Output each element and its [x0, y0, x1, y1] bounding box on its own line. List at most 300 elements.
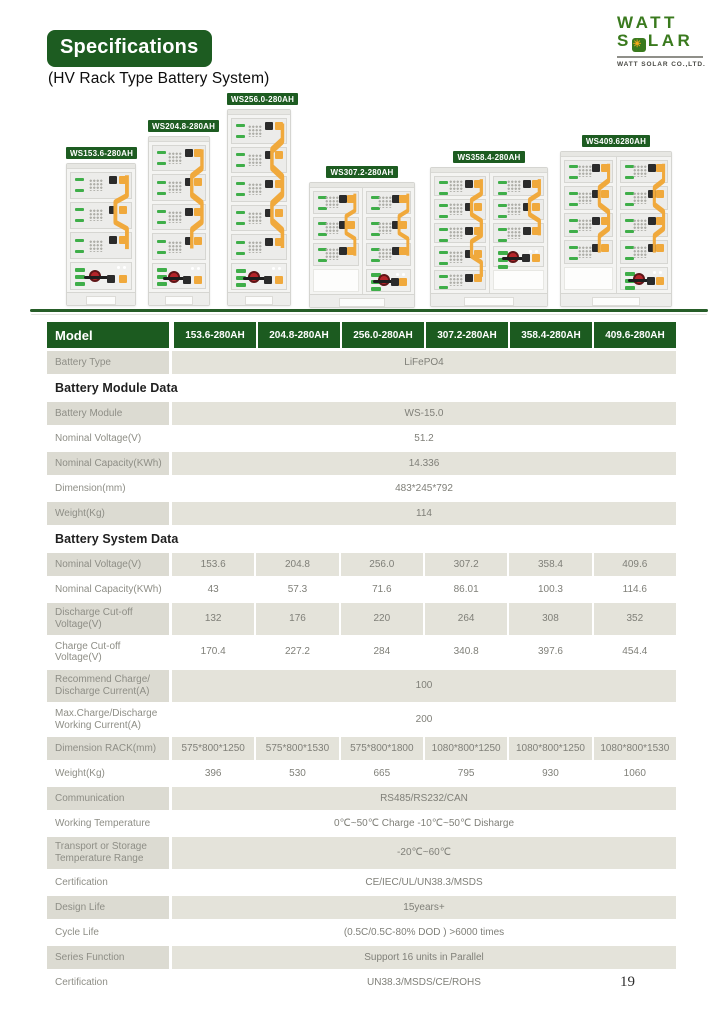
control-unit	[70, 262, 132, 289]
emergency-switch	[378, 274, 390, 286]
connector-orange	[119, 236, 127, 244]
ground-line	[30, 309, 708, 312]
row-value: RS485/RS232/CAN	[172, 787, 676, 810]
row-values	[172, 896, 676, 919]
table-row	[47, 477, 676, 500]
row-values	[172, 704, 676, 736]
table-row	[47, 737, 676, 760]
battery-module	[152, 204, 206, 231]
rack-columns	[431, 173, 547, 293]
row-value: 483*245*792	[395, 482, 453, 494]
row-value-cell: 665	[339, 762, 423, 785]
connector-black	[109, 176, 117, 184]
row-value: (0.5C/0.5C-80% DOD ) >6000 times	[343, 926, 505, 938]
rack-columns	[228, 115, 290, 292]
battery-module	[313, 217, 359, 240]
emergency-switch	[168, 271, 180, 283]
empty-bay	[313, 269, 359, 292]
connector-black	[339, 195, 347, 203]
row-value-cell: 396	[204, 767, 222, 779]
row-value-cell: 1080*800*1250	[423, 737, 507, 760]
row-value-cell: 220	[339, 603, 423, 635]
row-values	[172, 553, 676, 576]
connector-orange	[399, 195, 407, 203]
row-value-cell: 132	[172, 603, 254, 635]
rack-base-skirt	[228, 292, 290, 305]
row-value-cell: 284	[339, 637, 423, 669]
connector-black	[592, 244, 600, 252]
row-values	[172, 670, 676, 702]
row-value: 15years+	[172, 896, 676, 919]
row-value-cell: 256.0	[339, 553, 423, 576]
connector-orange	[601, 244, 609, 252]
battery-module	[620, 160, 669, 184]
product-figure	[227, 93, 295, 306]
connector-black	[392, 221, 400, 229]
row-label: Nominal Voltage(V)	[55, 432, 142, 444]
battery-module	[231, 234, 287, 260]
battery-rack-image	[148, 136, 210, 306]
battery-module	[313, 191, 359, 214]
connector-black	[339, 247, 347, 255]
row-value: UN38.3/MSDS/CE/ROHS	[367, 976, 481, 988]
connector-black	[523, 203, 531, 211]
connector-orange	[474, 274, 482, 282]
battery-module	[434, 199, 486, 220]
row-values	[172, 921, 676, 944]
row-value-cell: 100.3	[507, 578, 591, 601]
row-value-cell: 153.6	[172, 553, 254, 576]
control-unit	[620, 267, 669, 291]
connector-black	[107, 275, 115, 283]
page-subtitle: (HV Rack Type Battery System)	[48, 70, 270, 87]
connector-orange	[275, 151, 283, 159]
logo-text-solar	[617, 32, 707, 52]
logo-solar-s: S	[617, 31, 632, 50]
control-unit	[231, 263, 287, 289]
connector-black	[522, 254, 530, 262]
rack-column	[228, 115, 290, 292]
table-row	[47, 670, 676, 702]
model-header: Model	[47, 322, 169, 348]
row-value-cell: 43	[207, 583, 219, 595]
spec-table	[47, 322, 676, 996]
row-value-cell: 176	[254, 603, 338, 635]
row-values	[172, 837, 676, 869]
connector-orange	[275, 276, 283, 284]
table-row	[47, 427, 676, 450]
connector-orange	[601, 164, 609, 172]
row-label: Battery Module	[47, 402, 169, 425]
rack-base-skirt	[310, 294, 414, 307]
row-value-cell: 409.6	[592, 553, 676, 576]
connector-orange	[275, 180, 283, 188]
control-unit	[366, 269, 412, 292]
empty-bay	[564, 267, 613, 291]
emergency-switch	[248, 271, 260, 283]
product-figure	[148, 120, 216, 306]
connector-orange	[194, 178, 202, 186]
connector-orange	[275, 209, 283, 217]
connector-black	[265, 122, 273, 130]
table-row	[47, 452, 676, 475]
battery-module	[231, 205, 287, 231]
product-label: WS204.8-280AH	[148, 120, 219, 132]
product-figure	[430, 151, 548, 307]
table-row	[47, 871, 676, 894]
column-header: 307.2-280AH	[424, 322, 508, 348]
battery-module	[620, 240, 669, 264]
row-value-cell: 530	[254, 762, 338, 785]
row-values	[172, 637, 676, 669]
section-title: Battery System Data	[55, 532, 179, 546]
connector-orange	[601, 190, 609, 198]
connector-black	[183, 276, 191, 284]
connector-black	[592, 190, 600, 198]
table-row	[47, 351, 676, 374]
row-value: 14.336	[172, 452, 676, 475]
emergency-switch	[633, 273, 645, 285]
connector-orange	[119, 275, 127, 283]
row-label: Max.Charge/Discharge Working Current(A)	[55, 707, 158, 731]
connector-black	[648, 244, 656, 252]
connector-black	[523, 227, 531, 235]
battery-rack-image	[66, 163, 136, 306]
row-label: Transport or Storage Temperature Range	[47, 837, 169, 869]
connector-black	[265, 209, 273, 217]
rack-columns	[310, 188, 414, 294]
table-row	[47, 603, 676, 635]
connector-black	[648, 190, 656, 198]
row-value-cell: 57.3	[254, 578, 338, 601]
row-value-cell: 575*800*1800	[339, 737, 423, 760]
watt-solar-logo	[617, 14, 707, 68]
table-row	[47, 837, 676, 869]
table-header-row	[47, 322, 676, 348]
row-label: Weight(Kg)	[47, 502, 169, 525]
row-value-cell: 86.01	[423, 578, 507, 601]
product-figure	[560, 135, 672, 307]
table-row	[47, 402, 676, 425]
row-value: 114	[172, 502, 676, 525]
connector-black	[265, 151, 273, 159]
row-label: Battery Type	[47, 351, 169, 374]
emergency-switch	[507, 251, 519, 263]
rack-column	[431, 173, 489, 293]
row-label: Discharge Cut-off Voltage(V)	[47, 603, 169, 635]
section-title: Battery Module Data	[55, 381, 178, 395]
connector-black	[109, 236, 117, 244]
connector-black	[592, 217, 600, 225]
row-value: LiFePO4	[172, 351, 676, 374]
connector-black	[465, 274, 473, 282]
row-label: Cycle Life	[55, 926, 99, 938]
connector-black	[185, 149, 193, 157]
connector-orange	[275, 238, 283, 246]
rack-column	[616, 157, 672, 293]
row-value: -20℃~60℃	[172, 837, 676, 869]
connector-black	[185, 178, 193, 186]
row-value-cell: 308	[507, 603, 591, 635]
row-label: Recommend Charge/ Discharge Current(A)	[47, 670, 169, 702]
battery-module	[564, 240, 613, 264]
product-figure	[309, 166, 415, 308]
row-label: Weight(Kg)	[55, 767, 105, 779]
battery-module	[366, 191, 412, 214]
rack-base-skirt	[67, 292, 135, 305]
rack-base-skirt	[561, 293, 671, 306]
control-unit	[493, 246, 545, 267]
product-figure	[66, 147, 136, 306]
connector-orange	[532, 180, 540, 188]
row-value: 200	[415, 713, 433, 725]
battery-module	[152, 233, 206, 260]
battery-module	[366, 217, 412, 240]
battery-module	[564, 186, 613, 210]
row-label: Dimension(mm)	[55, 482, 126, 494]
battery-module	[70, 202, 132, 229]
connector-orange	[474, 203, 482, 211]
battery-module	[366, 243, 412, 266]
control-unit	[152, 263, 206, 290]
logo-solar-lar: LAR	[647, 31, 694, 50]
column-header: 358.4-280AH	[508, 322, 592, 348]
row-value-cell: 358.4	[507, 553, 591, 576]
row-value-cell: 352	[592, 603, 676, 635]
row-value-cell: 340.8	[423, 637, 507, 669]
row-value: 100	[172, 670, 676, 702]
row-values	[172, 787, 676, 810]
connector-orange	[347, 221, 355, 229]
row-values	[172, 402, 676, 425]
row-values	[172, 603, 676, 635]
battery-rack-image	[309, 182, 415, 308]
connector-orange	[119, 206, 127, 214]
row-label: Dimension RACK(mm)	[47, 737, 169, 760]
battery-module	[620, 186, 669, 210]
column-header: 409.6-280AH	[592, 322, 676, 348]
battery-rack-image	[227, 109, 291, 306]
row-label: Series Function	[47, 946, 169, 969]
logo-company-name: WATT SOLAR CO.,LTD.	[617, 61, 706, 68]
rack-column	[67, 169, 135, 292]
connector-orange	[656, 190, 664, 198]
connector-black	[465, 180, 473, 188]
connector-black	[391, 278, 399, 286]
battery-rack-image	[430, 167, 548, 307]
rack-columns	[67, 169, 135, 292]
rack-base-skirt	[149, 292, 209, 305]
connector-black	[523, 180, 531, 188]
rack-column	[362, 188, 415, 294]
row-values	[172, 578, 676, 601]
row-value: 0℃~50℃ Charge -10℃~50℃ Disharge	[333, 817, 514, 829]
row-values	[172, 477, 676, 500]
row-value-cell: 1060	[592, 762, 676, 785]
battery-module	[434, 246, 486, 267]
page-number: 19	[620, 974, 635, 990]
connector-orange	[399, 247, 407, 255]
connector-orange	[194, 276, 202, 284]
battery-module	[231, 147, 287, 173]
emergency-switch	[89, 270, 101, 282]
product-label: WS307.2-280AH	[326, 166, 397, 178]
rack-columns	[561, 157, 671, 293]
row-value: 51.2	[414, 432, 434, 444]
table-row	[47, 946, 676, 969]
row-label: Communication	[47, 787, 169, 810]
row-value: WS-15.0	[172, 402, 676, 425]
battery-module	[313, 243, 359, 266]
table-row	[47, 812, 676, 835]
table-row	[47, 921, 676, 944]
battery-module	[152, 174, 206, 201]
row-value-cell: 397.6	[507, 637, 591, 669]
connector-black	[647, 277, 655, 285]
row-label: Charge Cut-off Voltage(V)	[55, 640, 121, 664]
battery-rack-image	[560, 151, 672, 307]
row-value-cell: 307.2	[423, 553, 507, 576]
row-values	[172, 351, 676, 374]
row-values	[172, 971, 676, 994]
battery-module	[70, 232, 132, 259]
rack-base-skirt	[431, 293, 547, 306]
row-label: Nominal Capacity(KWh)	[47, 452, 169, 475]
table-row	[47, 704, 676, 736]
table-row	[47, 971, 676, 994]
logo-text-watt: WATT	[617, 13, 678, 32]
row-label: Working Temperature	[55, 817, 151, 829]
column-header: 256.0-280AH	[340, 322, 424, 348]
battery-module	[152, 145, 206, 172]
battery-module	[434, 176, 486, 197]
product-label: WS153.6-280AH	[66, 147, 137, 159]
connector-orange	[601, 217, 609, 225]
connector-orange	[474, 250, 482, 258]
row-values	[172, 762, 676, 785]
row-values	[172, 946, 676, 969]
connector-black	[648, 164, 656, 172]
connector-orange	[532, 203, 540, 211]
battery-module	[620, 213, 669, 237]
battery-module	[564, 213, 613, 237]
row-value-cell: 454.4	[592, 637, 676, 669]
row-values	[172, 871, 676, 894]
logo-divider	[617, 56, 703, 58]
row-value: Support 16 units in Parallel	[172, 946, 676, 969]
battery-module	[493, 223, 545, 244]
row-value-cell: 204.8	[254, 553, 338, 576]
row-value-cell: 575*800*1250	[172, 737, 254, 760]
battery-module	[434, 270, 486, 291]
row-value-cell: 227.2	[254, 637, 338, 669]
connector-orange	[399, 221, 407, 229]
connector-orange	[656, 164, 664, 172]
row-value-cell: 795	[423, 762, 507, 785]
connector-black	[265, 180, 273, 188]
row-value-cell: 264	[423, 603, 507, 635]
connector-black	[592, 164, 600, 172]
column-header: 204.8-280AH	[256, 322, 340, 348]
connector-orange	[194, 208, 202, 216]
connector-orange	[532, 254, 540, 262]
connector-orange	[474, 180, 482, 188]
table-row	[47, 896, 676, 919]
connector-black	[465, 227, 473, 235]
row-value: CE/IEC/UL/UN38.3/MSDS	[365, 876, 483, 888]
row-values	[172, 737, 676, 760]
row-label: Certification	[55, 976, 108, 988]
row-values	[172, 452, 676, 475]
connector-orange	[656, 217, 664, 225]
product-label: WS409.6280AH	[582, 135, 650, 147]
connector-black	[392, 195, 400, 203]
row-label: Certification	[55, 876, 108, 888]
row-value-cell: 71.6	[339, 578, 423, 601]
connector-orange	[347, 247, 355, 255]
row-values	[172, 427, 676, 450]
row-value-cell: 1080*800*1250	[507, 737, 591, 760]
battery-module	[231, 118, 287, 144]
table-row	[47, 637, 676, 669]
table-row	[47, 578, 676, 601]
sun-icon: ☀	[632, 39, 646, 50]
table-row	[47, 553, 676, 576]
battery-module	[70, 172, 132, 199]
rack-column	[489, 173, 548, 293]
connector-black	[392, 247, 400, 255]
rack-column	[149, 142, 209, 292]
row-value-cell: 114.6	[592, 578, 676, 601]
product-label: WS256.0-280AH	[227, 93, 298, 105]
connector-black	[185, 237, 193, 245]
connector-black	[339, 221, 347, 229]
connector-black	[648, 217, 656, 225]
battery-module	[564, 160, 613, 184]
connector-black	[109, 206, 117, 214]
connector-orange	[275, 122, 283, 130]
connector-black	[465, 203, 473, 211]
table-row	[47, 787, 676, 810]
rack-column	[561, 157, 616, 293]
connector-orange	[119, 176, 127, 184]
connector-orange	[399, 278, 407, 286]
column-header: 153.6-280AH	[172, 322, 256, 348]
connector-orange	[194, 149, 202, 157]
product-label: WS358.4-280AH	[453, 151, 524, 163]
rack-columns	[149, 142, 209, 292]
connector-black	[465, 250, 473, 258]
connector-orange	[656, 244, 664, 252]
battery-module	[493, 199, 545, 220]
row-label: Nominal Capacity(KWh)	[55, 583, 162, 595]
connector-orange	[656, 277, 664, 285]
connector-orange	[532, 227, 540, 235]
row-value-cell: 930	[507, 762, 591, 785]
battery-module	[493, 176, 545, 197]
table-row	[47, 502, 676, 525]
empty-bay	[493, 270, 545, 291]
row-values	[172, 502, 676, 525]
connector-orange	[474, 227, 482, 235]
table-row	[47, 762, 676, 785]
row-value-cell: 575*800*1530	[254, 737, 338, 760]
connector-orange	[194, 237, 202, 245]
rack-column	[310, 188, 362, 294]
page-title: Specifications	[47, 30, 212, 67]
connector-orange	[347, 195, 355, 203]
row-label: Nominal Voltage(V)	[47, 553, 169, 576]
